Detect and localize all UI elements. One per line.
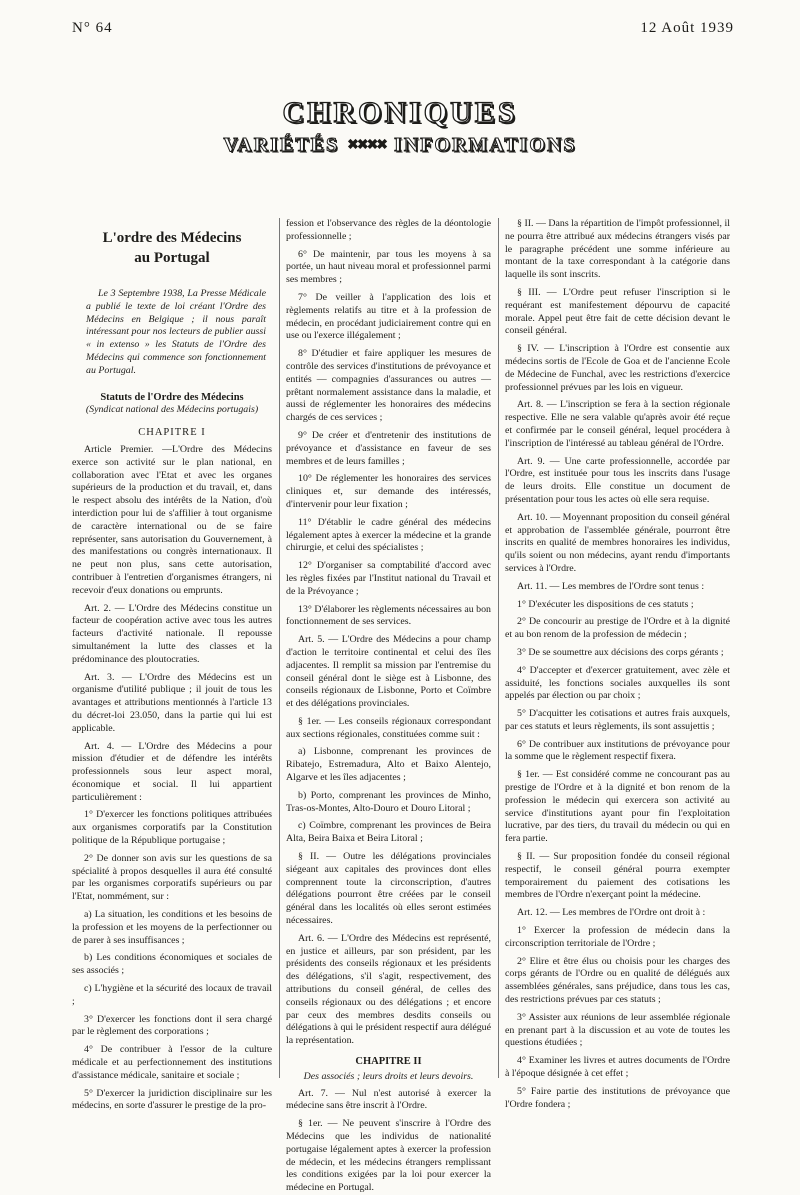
- paragraph: 4° Examiner les livres et autres documents de l'Ordre à l'époque désignée à cet effet ;: [505, 1055, 730, 1080]
- paragraph: 6° De contribuer aux institutions de prévoyance pour la somme que le règlement respectif fixera.: [505, 738, 730, 763]
- paragraph: Art. 3. — L'Ordre des Médecins est un organisme d'utilité publique ; il jouit de tous les avantages et attributions mentionnés à l'article 13 du décret-loi 23.050, dans la partie qui lui est applicable.: [72, 671, 272, 734]
- chapter-subtitle: Des associés ; leurs droits et leurs devoirs.: [303, 1070, 474, 1082]
- paragraph: 2° De concourir au prestige de l'Ordre et à la dignité et au bon renom de la profession de médecin ;: [505, 616, 730, 641]
- paragraph: § II. — Sur proposition fondée du conseil régional respectif, le conseil général pourra exempter temporairement du paiement des cotisations les membres de l'Ordre n'exerçant point la médecine.: [505, 851, 730, 901]
- paragraph: Art. 5. — L'Ordre des Médecins a pour champ d'action le territoire continental et celui des îles adjacentes. Il remplit sa mission par l'entremise du conseil général dont le siège est à Lisbonne, des conseils régionaux de Lisbonne, Porto et Coïmbre et des délégations provinciales.: [286, 634, 491, 710]
- paragraph: § III. — L'Ordre peut refuser l'inscription si le requérant est manifestement dépourvu de capacité morale. Appel peut être fait de cette décision devant le conseil général.: [505, 286, 730, 337]
- article-intro: Le 3 Septembre 1938, La Presse Médicale a publié le texte de loi créant l'Ordre des Médecins en Belgique ; il nous paraît intéressant pour nos lecteurs de publier aussi « in extenso » les Statuts de l'Ordre des Médecins qui commence son fonctionnement au Portugal.: [86, 288, 266, 376]
- chapter-heading: CHAPITRE I: [138, 427, 206, 439]
- paragraph: fession et l'observance des règles de la déontologie professionnelle ;: [286, 218, 491, 242]
- paragraph: 3° De se soumettre aux décisions des corps gérants ;: [517, 646, 724, 658]
- paragraph: Art. 9. — Une carte professionnelle, accordée par l'Ordre, est instituée pour tous les inscrits dans l'usage de leurs droits. Elle constitue un document de présentation pour tous les actes où elle sera requise.: [505, 455, 730, 505]
- paragraph: 7° De veiller à l'application des lois et règlements relatifs au titre et à la profession de médecin, en procédant judiciairement contre qui en use ou l'exerce illégalement ;: [286, 291, 491, 342]
- paragraph: 1° D'exécuter les dispositions de ces statuts ;: [517, 598, 694, 610]
- column-1-body: [72, 444, 272, 1113]
- paragraph: 12° D'organiser sa comptabilité d'accord avec les règles fixées par l'Institut national du Travail et de la Prévoyance ;: [286, 560, 491, 597]
- paragraph: 1° Exercer la profession de médecin dans la circonscription territoriale de l'Ordre ;: [505, 925, 730, 949]
- paragraph: c) L'hygiène et la sécurité des locaux de travail ;: [72, 983, 272, 1007]
- paragraph: 4° D'accepter et d'exercer gratuitement, avec zèle et assiduité, les fonctions sociales auxquelles ils sont appelés par élection ou par choix ;: [505, 664, 730, 702]
- paragraph: Art. 4. — L'Ordre des Médecins a pour mission d'étudier et de défendre les intérêts professionnels sous leur aspect moral, économique et social. Il lui appartient particulièrement :: [72, 740, 272, 803]
- paragraph: Art. 11. — Les membres de l'Ordre sont tenus :: [517, 580, 705, 592]
- paragraph: 3° D'exercer les fonctions dont il sera chargé par le règlement des corporations ;: [72, 1013, 272, 1038]
- paragraph: Art. 8. — L'inscription se fera à la section régionale respective. Elle ne sera valable qu'après avoir été reçue et confirmée par le conseil général, lequel procédera à l'inscription de l'intéressé au tableau général de l'Ordre.: [505, 399, 730, 449]
- banner-varietes: VARIÉTÉS: [223, 134, 340, 156]
- column-3-body: [505, 218, 730, 1111]
- paragraph: § II. — Outre les délégations provinciales siégeant aux capitales des provinces dont elles comprennent toute la circonscription, d'autres délégations pourront être créées par le conseil général dans les localités où elles seront estimées nécessaires.: [286, 851, 491, 927]
- paragraph: § 1er. — Les conseils régionaux correspondant aux sections régionales, constituées comme suit :: [286, 715, 491, 740]
- column-2: [286, 218, 491, 1194]
- paragraph: c) Coïmbre, comprenant les provinces de Beira Alta, Beira Baixa et Beira Litoral ;: [286, 820, 491, 845]
- statuts-subtitle: (Syndicat national des Médecins portugais): [85, 404, 259, 416]
- column-2-body: [286, 218, 491, 1048]
- banner-ornament: ✖✖✖✖: [347, 138, 387, 153]
- paragraph: b) Les conditions économiques et sociales de ses associés ;: [72, 952, 272, 977]
- paragraph: 3° Assister aux réunions de leur assemblée régionale en prenant part à la discussion et au vote de toutes les questions étudiées ;: [505, 1011, 730, 1049]
- paragraph: 8° D'étudier et faire appliquer les mesures de contrôle des services d'institutions de prévoyance et entités — compagnies d'assurances ou autres — prêtant normalement assistance dans la maladie, et aussi de réglementer les honoraires des médecins chargés de ces services ;: [286, 348, 491, 424]
- paragraph: 10° De réglementer les honoraires des services cliniques et, sur demande des intéressés, d'intervenir pour leur fixation ;: [286, 473, 491, 510]
- paragraph: Art. 10. — Moyennant proposition du conseil général et approbation de l'assemblée générale, pourront être inscrits en qualité de membres honoraires les individus, qu'ils soient ou non médecins, ayant rendu d'importants services à l'Ordre.: [505, 511, 730, 574]
- column-2-body-continued: [286, 1088, 491, 1195]
- banner-subtitle: [0, 134, 800, 157]
- paragraph: 1° D'exercer les fonctions politiques attribuées aux organismes corporatifs par la Constitution politique de la République portugaise ;: [72, 809, 272, 847]
- paragraph: 4° De contribuer à l'essor de la culture médicale et au perfectionnement des institutions d'assistance médicale, sanitaire et sociale ;: [72, 1044, 272, 1081]
- paragraph: 2° Elire et être élus ou choisis pour les charges des corps gérants de l'Ordre ou en qualité de délégués aux assemblées générales, sans préjudice, dans tous les cas, des restrictions prévues par ces statuts ;: [505, 955, 730, 1006]
- issue-number: N° 64: [72, 20, 113, 36]
- paragraph: 11° D'établir le cadre général des médecins légalement aptes à exercer la médecine et la grande chirurgie, et celui des spécialistes ;: [286, 516, 491, 554]
- paragraph: 2° De donner son avis sur les questions de sa spécialité à propos desquelles il aura été consulté par les organismes corporatifs supérieurs ou par l'Etat, nommément, sur :: [72, 852, 272, 903]
- paragraph: a) Lisbonne, comprenant les provinces de Ribatejo, Estremadura, Alto et Baixo Alentejo, Algarve et les îles adjacentes ;: [286, 746, 491, 784]
- paragraph: a) La situation, les conditions et les besoins de la profession et les moyens de la perfectionner ou de parer à ses insuffisances ;: [72, 909, 272, 946]
- paragraph: b) Porto, comprenant les provinces de Minho, Tras-os-Montes, Alto-Douro et Douro Litoral ;: [286, 789, 491, 814]
- paragraph: 5° D'acquitter les cotisations et autres frais auxquels, par ces statuts et leurs règlements, ils sont assujettis ;: [505, 708, 730, 732]
- article-title: L'ordre des Médecins au Portugal: [102, 230, 242, 266]
- column-3: [505, 218, 730, 1110]
- paragraph: Art. 6. — L'Ordre des Médecins est représenté, en justice et ailleurs, par son président, par les présidents des conseils régionaux et les présidents des délégations, s'il s'agit, respectivement, des attributions du conseil général, de celles des conseils régionaux ou des délégations ; et encore par ceux des membres desdits conseils ou délégations à qui le président respectif aura délégué la représentation.: [286, 932, 491, 1047]
- paragraph: 13° D'élaborer les règlements nécessaires au bon fonctionnement de ses services.: [286, 603, 491, 628]
- paragraph: § IV. — L'inscription à l'Ordre est consentie aux médecins sortis de l'Ecole de Goa et de l'ancienne Ecole de Médecine de Funchal, avec les restrictions d'exercice professionnel prévues par les lois en vigueur.: [505, 343, 730, 393]
- paragraph: 5° Faire partie des institutions de prévoyance que l'Ordre fondera ;: [505, 1085, 730, 1110]
- statuts-title: Statuts de l'Ordre des Médecins: [100, 391, 244, 403]
- paragraph: 6° De maintenir, par tous les moyens à sa portée, un haut niveau moral et professionnel parmi ses membres ;: [286, 248, 491, 286]
- paragraph: Art. 2. — L'Ordre des Médecins constitue un facteur de coopération active avec tous les autres facteurs d'activité nationale. Il repousse simultanément la lutte des classes et la prédominance des ploutocraties.: [72, 602, 272, 665]
- paragraph: Art. 7. — Nul n'est autorisé à exercer la médecine sans être inscrit à l'Ordre.: [286, 1087, 491, 1112]
- chapter-heading: CHAPITRE II: [355, 1056, 422, 1068]
- paragraph: § 1er. — Ne peuvent s'inscrire à l'Ordre des Médecins que les individus de nationalité portugaise légalement aptes à exercer la profession de médecin, et les médecins étrangers remplissant les conditions exigées par la loi pour exercer la médecine en Portugal.: [286, 1118, 491, 1194]
- column-rule: [498, 218, 499, 1078]
- column-1: [72, 218, 272, 1112]
- column-rule: [279, 218, 280, 1078]
- paragraph: § 1er. — Est considéré comme ne concourant pas au prestige de l'Ordre et à la dignité et bon renom de la profession le médecin qui exercera son activité au service d'institutions ayant pour fin l'exploitation lucrative, par des tiers, du travail du médecin ou qui en fera partie.: [505, 769, 730, 845]
- paragraph: Art. 12. — Les membres de l'Ordre ont droit à :: [517, 907, 706, 919]
- paragraph: Article Premier. —L'Ordre des Médecins exerce son activité sur le plan national, en collaboration avec l'Etat et avec les organes supérieurs de la production et du travail, et, dans le respect absolu des intérêts de la Nation, d'où interdiction pour lui de s'affilier à tout organisme de caractère international ou de se faire représenter, sans autorisation du Gouvernement, à des manifestations ou congrès internationaux. Il ne peut non plus, sans cette autorisation, contribuer à l'entretien d'organismes étrangers, ni recevoir d'eux donations ou emprunts.: [72, 443, 272, 596]
- paragraph: 5° D'exercer la juridiction disciplinaire sur les médecins, en sorte d'assurer le prestige de la pro-: [72, 1087, 272, 1112]
- issue-date: 12 Août 1939: [640, 20, 734, 36]
- banner-informations: INFORMATIONS: [394, 134, 577, 156]
- paragraph: § II. — Dans la répartition de l'impôt professionnel, il ne pourra être attribué aux médecins étrangers visés par le paragraphe précédent une somme inférieure au montant de la taxe correspondant à la catégorie dans laquelle ils sont inscrits.: [505, 218, 730, 281]
- paragraph: 9° De créer et d'entretenir des institutions de prévoyance et d'assistance en faveur de ses membres et de leurs familles ;: [286, 429, 491, 467]
- banner-title: CHRONIQUES: [282, 96, 518, 129]
